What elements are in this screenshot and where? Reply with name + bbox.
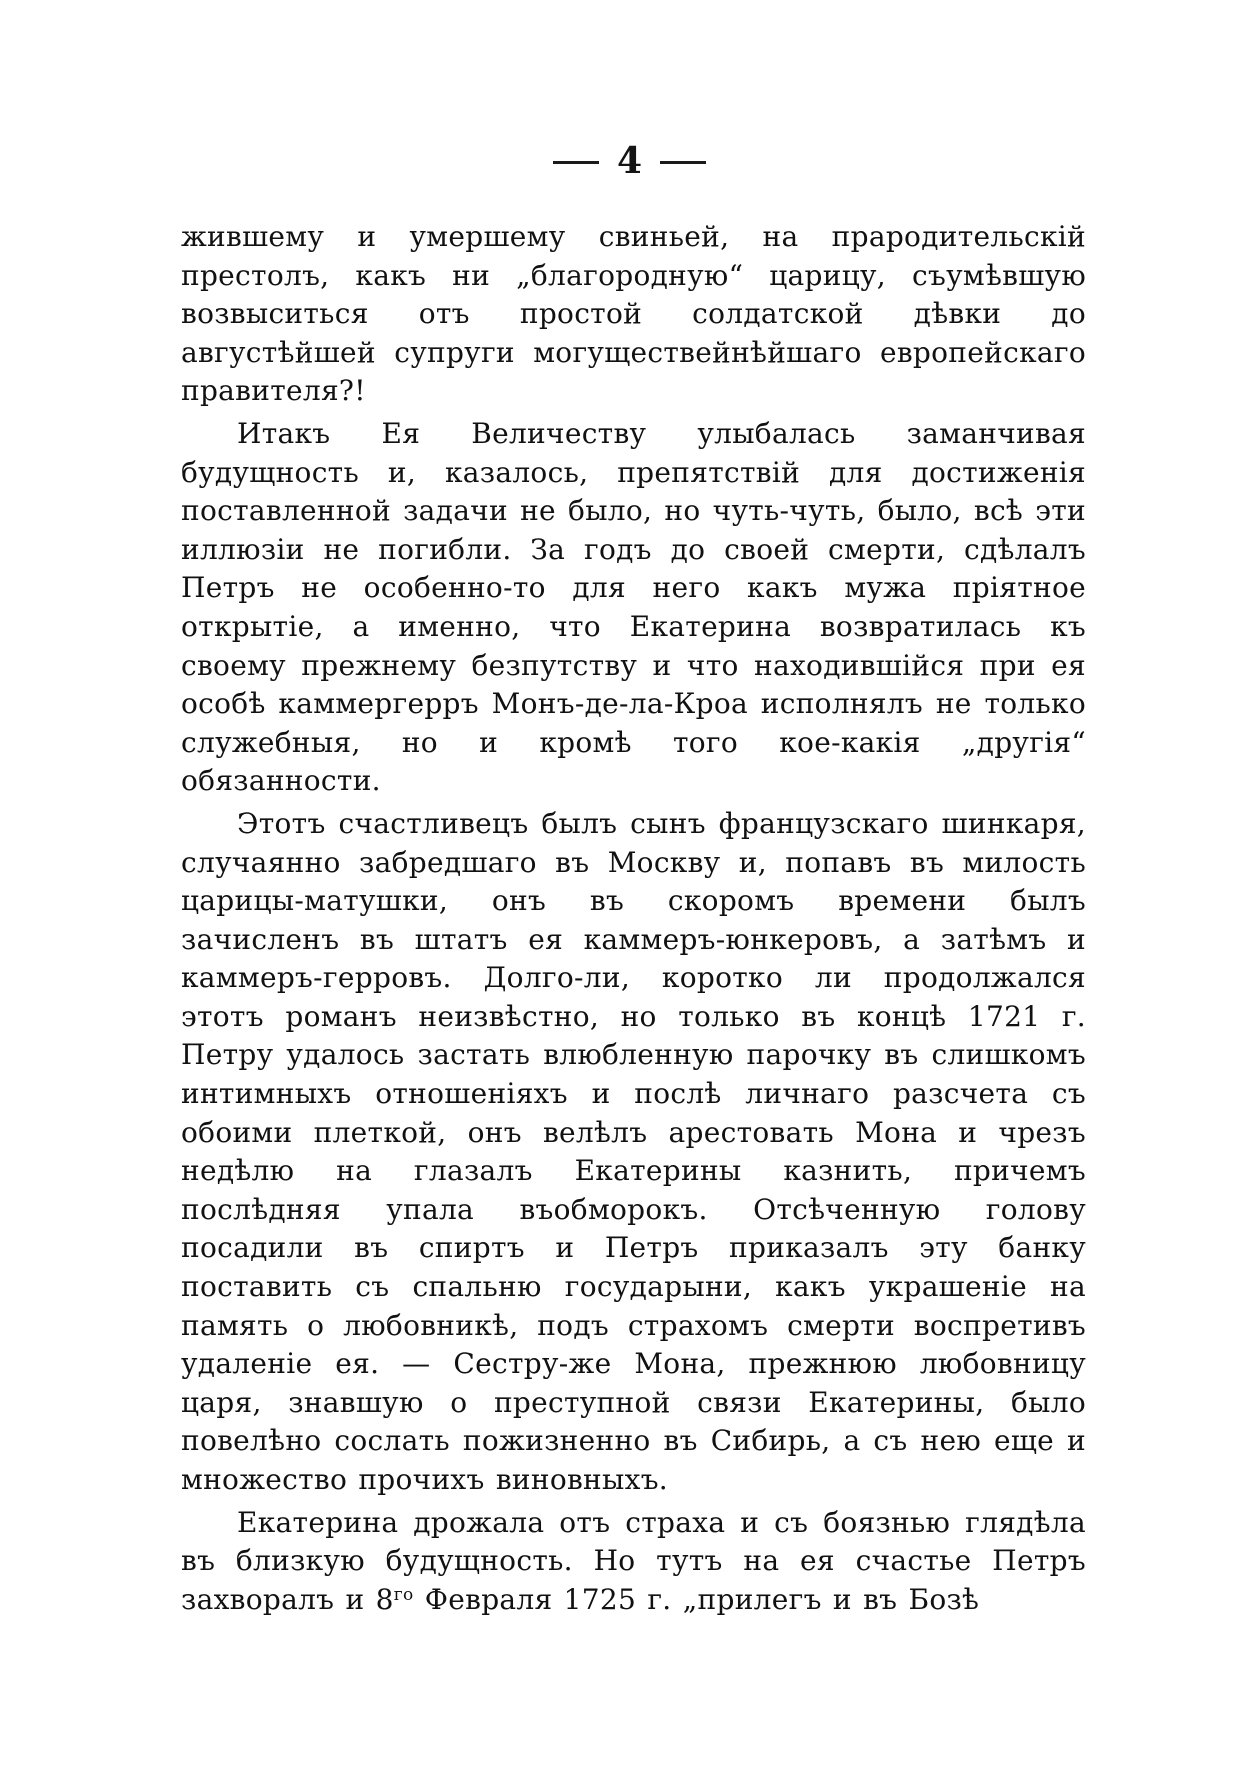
paragraph-4 (181, 1504, 1086, 1620)
paragraph-2: Итакъ Ея Величеству улыбалась заманчивая будущность и, казалось, препятствiй для достиженiя поставленной задачи не было, но чуть-чуть, было, всѣ эти иллюзiи не погибли. За годъ до своей смерти, сдѣлалъ Петръ не особенно-то для него какъ мужа прiятное открытiе, а именно, что Екатерина возвратилась къ своему прежнему безпутству и что находившiйся при ея особѣ каммергерръ Монъ-де-ла-Кроа исполнялъ не только служебныя, но и кромѣ того кое-какiя „другiя“ обязанности. (181, 416, 1086, 798)
paragraph-1: жившему и умершему свиньей, на прародительскiй престолъ, какъ ни „благородную“ царицу, съумѣвшую возвыситься отъ простой солдатской дѣвки до августѣйшей супруги могуществейнѣйшаго европейскаго правителя?! (181, 220, 1086, 408)
paragraph-4-part-2: Февраля 1725 г. „прилегъ и въ Бозѣ (413, 1582, 980, 1616)
paragraph-4-part-1: Екатерина дрожала отъ страха и съ боязнью глядѣла въ близкую будущность. Но тутъ на ея счастье Петръ захворалъ и 8 (181, 1505, 1086, 1616)
right-dash (660, 161, 706, 164)
left-dash (553, 161, 599, 164)
paragraph-4-superscript: го (393, 1584, 414, 1605)
page-number-header (0, 140, 1259, 182)
page-number: 4 (616, 140, 643, 182)
body-text (181, 218, 1086, 1619)
paragraph-3: Этотъ счастливецъ былъ сынъ французскаго шинкаря, случаянно забредшаго въ Москву и, попавъ въ милость царицы-матушки, онъ въ скоромъ времени былъ зачисленъ въ штатъ ея каммеръ-юнкеровъ, а затѣмъ и каммеръ-герровъ. Долго-ли, коротко ли продолжался этотъ романъ неизвѣстно, но только въ концѣ 1721 г. Петру удалось застать влюбленную парочку въ слишкомъ интимныхъ отношенiяхъ и послѣ личнаго разсчета съ обоими плеткой, онъ велѣлъ арестовать Мона и чрезъ недѣлю на глазалъ Екатерины казнить, причемъ послѣдняя упала въобморокъ. Отсѣченную голову посадили въ спиртъ и Петръ приказалъ эту банку поставить съ спальню государыни, какъ украшенiе на память о любовникѣ, подъ страхомъ смерти воспретивъ удаленiе ея. — Сестру-же Мона, прежнюю любовницу царя, знавшую о преступной связи Екатерины, было повелѣно сослать пожизненно въ Сибирь, а съ нею еще и множество прочихъ виновныхъ. (181, 806, 1086, 1496)
